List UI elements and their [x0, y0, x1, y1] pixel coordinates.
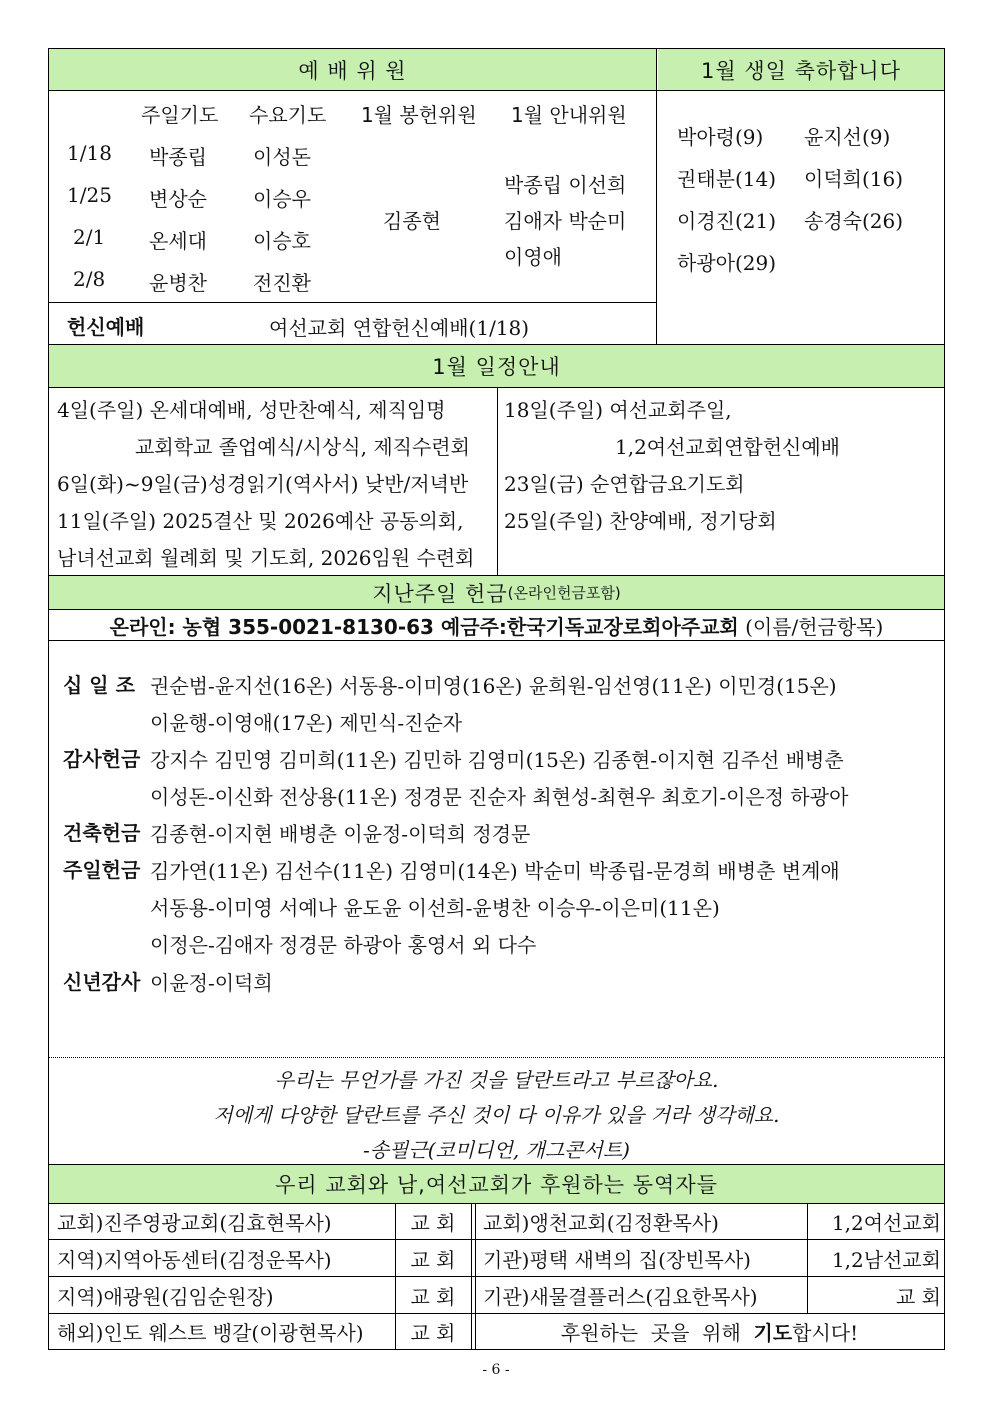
schedule-left-line: 4일(주일) 온세대예배, 성만찬예식, 제직임명 — [57, 398, 446, 422]
building-line: 김종현-이지현 배병춘 이윤정-이덕희 정경문 — [150, 822, 531, 846]
schedule-header-text: 1월 일정안내 — [432, 355, 561, 379]
support-partner: 기관)평택 새벽의 집(장빈목사) — [483, 1247, 751, 1272]
col-usher-committee: 1월 안내위원 — [511, 103, 627, 127]
quote-author: -송필근(코미디언, 개그콘서트) — [363, 1138, 630, 1162]
row-wednesday: 이성돈 — [253, 145, 311, 169]
tithe-line: 이윤행-이영애(17온) 제민식-진순자 — [150, 711, 463, 735]
row-sunday: 온세대 — [149, 229, 207, 253]
schedule-left-line: 11일(주일) 2025결산 및 2026예산 공동의회, — [57, 509, 464, 533]
schedule-right-line: 18일(주일) 여선교회주일, — [504, 398, 732, 422]
support-sponsor: 교 회 — [896, 1284, 941, 1309]
offering-header — [49, 576, 944, 609]
thanks-label: 감사헌금 — [63, 747, 141, 771]
birthday-person: 권태분(14) — [677, 167, 777, 191]
prayer-request — [475, 1314, 944, 1349]
row-wednesday: 이승호 — [253, 229, 311, 253]
row-date: 1/25 — [67, 183, 112, 207]
newyear-line: 이윤정-이덕희 — [150, 971, 273, 995]
birthday-header-text: 1월 생일 축하합니다 — [701, 58, 901, 83]
schedule-right-line: 23일(금) 순연합금요기도회 — [504, 472, 745, 496]
support-partner: 지역)지역아동센터(김정운목사) — [57, 1247, 332, 1272]
page-number: - 6 - — [482, 1362, 510, 1378]
row-sunday: 변상순 — [149, 187, 207, 211]
worship-header-text: 예 배 위 원 — [298, 58, 407, 83]
support-sponsor: 교 회 — [410, 1321, 456, 1345]
bulletin-page — [48, 48, 945, 1350]
schedule-right-line: 25일(주일) 찬양예배, 정기당회 — [504, 509, 777, 533]
support-sponsor: 교 회 — [410, 1284, 456, 1309]
birthday-person: 송경숙(26) — [804, 209, 904, 233]
usher-line: 박종립 이선희 — [504, 173, 627, 197]
sunday-offering-line: 서동용-이미영 서예나 윤도윤 이선희-윤병찬 이승우-이은미(11온) — [150, 896, 720, 920]
support-sponsor: 교 회 — [410, 1247, 456, 1272]
birthday-person: 박아령(9) — [677, 125, 764, 149]
usher-line: 김애자 박순미 — [504, 209, 627, 233]
tithe-label: 십 일 조 — [63, 673, 135, 697]
sunday-offering-line: 이정은-김애자 정경문 하광아 홍영서 외 다수 — [150, 933, 537, 957]
prayer-request-pre: 후원하는 곳을 위해 — [560, 1321, 754, 1345]
prayer-request-post: 합시다! — [792, 1321, 859, 1345]
birthday-person: 이경진(21) — [677, 209, 777, 233]
schedule-header — [49, 345, 944, 387]
support-sponsor: 1,2여선교회 — [831, 1211, 941, 1235]
row-wednesday: 이승우 — [253, 187, 311, 211]
support-partner: 지역)애광원(김임순원장) — [57, 1284, 274, 1309]
schedule-left-line: 남녀선교회 월례회 및 기도회, 2026임원 수련회 — [57, 546, 475, 570]
col-sunday-prayer: 주일기도 — [141, 103, 219, 127]
support-partner: 해외)인도 웨스트 뱅갈(이광현목사) — [57, 1321, 364, 1345]
row-date: 2/1 — [73, 225, 106, 249]
support-header — [49, 1165, 944, 1203]
row-date: 1/18 — [67, 141, 112, 165]
support-partner: 교회)진주영광교회(김효현목사) — [57, 1211, 332, 1235]
usher-line: 이영애 — [504, 245, 562, 269]
support-sponsor: 1,2남선교회 — [831, 1247, 941, 1272]
sunday-offering-label: 주일헌금 — [63, 858, 141, 882]
birthday-person: 하광아(29) — [677, 251, 777, 275]
support-sponsor: 교 회 — [410, 1211, 456, 1235]
online-account-text: 온라인: 농협 355-0021-8130-63 예금주:한국기독교장로회아주교회 — [109, 614, 739, 639]
row-date: 2/8 — [73, 267, 106, 291]
thanks-line: 이성돈-이신화 전상용(11온) 정경문 진순자 최현성-최현우 최호기-이은정 하광아 — [150, 785, 849, 809]
row-sunday: 윤병찬 — [149, 271, 207, 295]
prayer-request-bold: 기도 — [753, 1321, 793, 1345]
offering-header-text: 지난주일 헌금 — [372, 581, 508, 606]
schedule-left-line: 6일(화)~9일(금)성경읽기(역사서) 낮반/저녁반 — [57, 472, 469, 496]
quote-line: 저에게 다양한 달란트를 주신 것이 다 이유가 있을 거라 생각해요. — [213, 1103, 780, 1127]
birthday-header — [658, 49, 944, 90]
quote-line: 우리는 무언가를 가진 것을 달란트라고 부르잖아요. — [274, 1068, 719, 1092]
col-offering-committee: 1월 봉헌위원 — [361, 103, 477, 127]
support-header-text: 우리 교회와 남,여선교회가 후원하는 동역자들 — [275, 1173, 718, 1197]
row-wednesday: 전진환 — [253, 271, 311, 295]
schedule-left-line: 교회학교 졸업예식/시상식, 제직수련회 — [135, 435, 470, 459]
row-sunday: 박종립 — [149, 145, 207, 169]
online-account — [49, 610, 944, 640]
col-wednesday-prayer: 수요기도 — [249, 103, 327, 127]
offering-member: 김종현 — [383, 209, 441, 233]
tithe-line: 권순범-윤지선(16온) 서동용-이미영(16온) 윤희원-임선영(11온) 이민경(15온) — [150, 674, 837, 698]
support-partner: 교회)앵천교회(김정환목사) — [483, 1211, 719, 1235]
support-partner: 기관)새물결플러스(김요한목사) — [483, 1284, 758, 1309]
schedule-right-line: 1,2여선교회연합헌신예배 — [615, 435, 841, 459]
online-account-note: (이름/헌금항목) — [745, 614, 884, 639]
birthday-person: 윤지선(9) — [804, 125, 891, 149]
thanks-line: 강지수 김민영 김미희(11온) 김민하 김영미(15온) 김종현-이지현 김주선 배병춘 — [150, 748, 844, 772]
dedication-value: 여선교회 연합헌신예배(1/18) — [269, 316, 530, 340]
newyear-label: 신년감사 — [63, 970, 141, 994]
birthday-person: 이덕희(16) — [804, 167, 904, 191]
worship-header — [49, 49, 656, 90]
offering-header-note: (온라인헌금포함) — [507, 584, 621, 602]
sunday-offering-line: 김가연(11온) 김선수(11온) 김영미(14온) 박순미 박종립-문경희 배병춘 변계애 — [150, 859, 840, 883]
building-label: 건축헌금 — [63, 821, 141, 845]
dedication-label: 헌신예배 — [67, 315, 145, 339]
